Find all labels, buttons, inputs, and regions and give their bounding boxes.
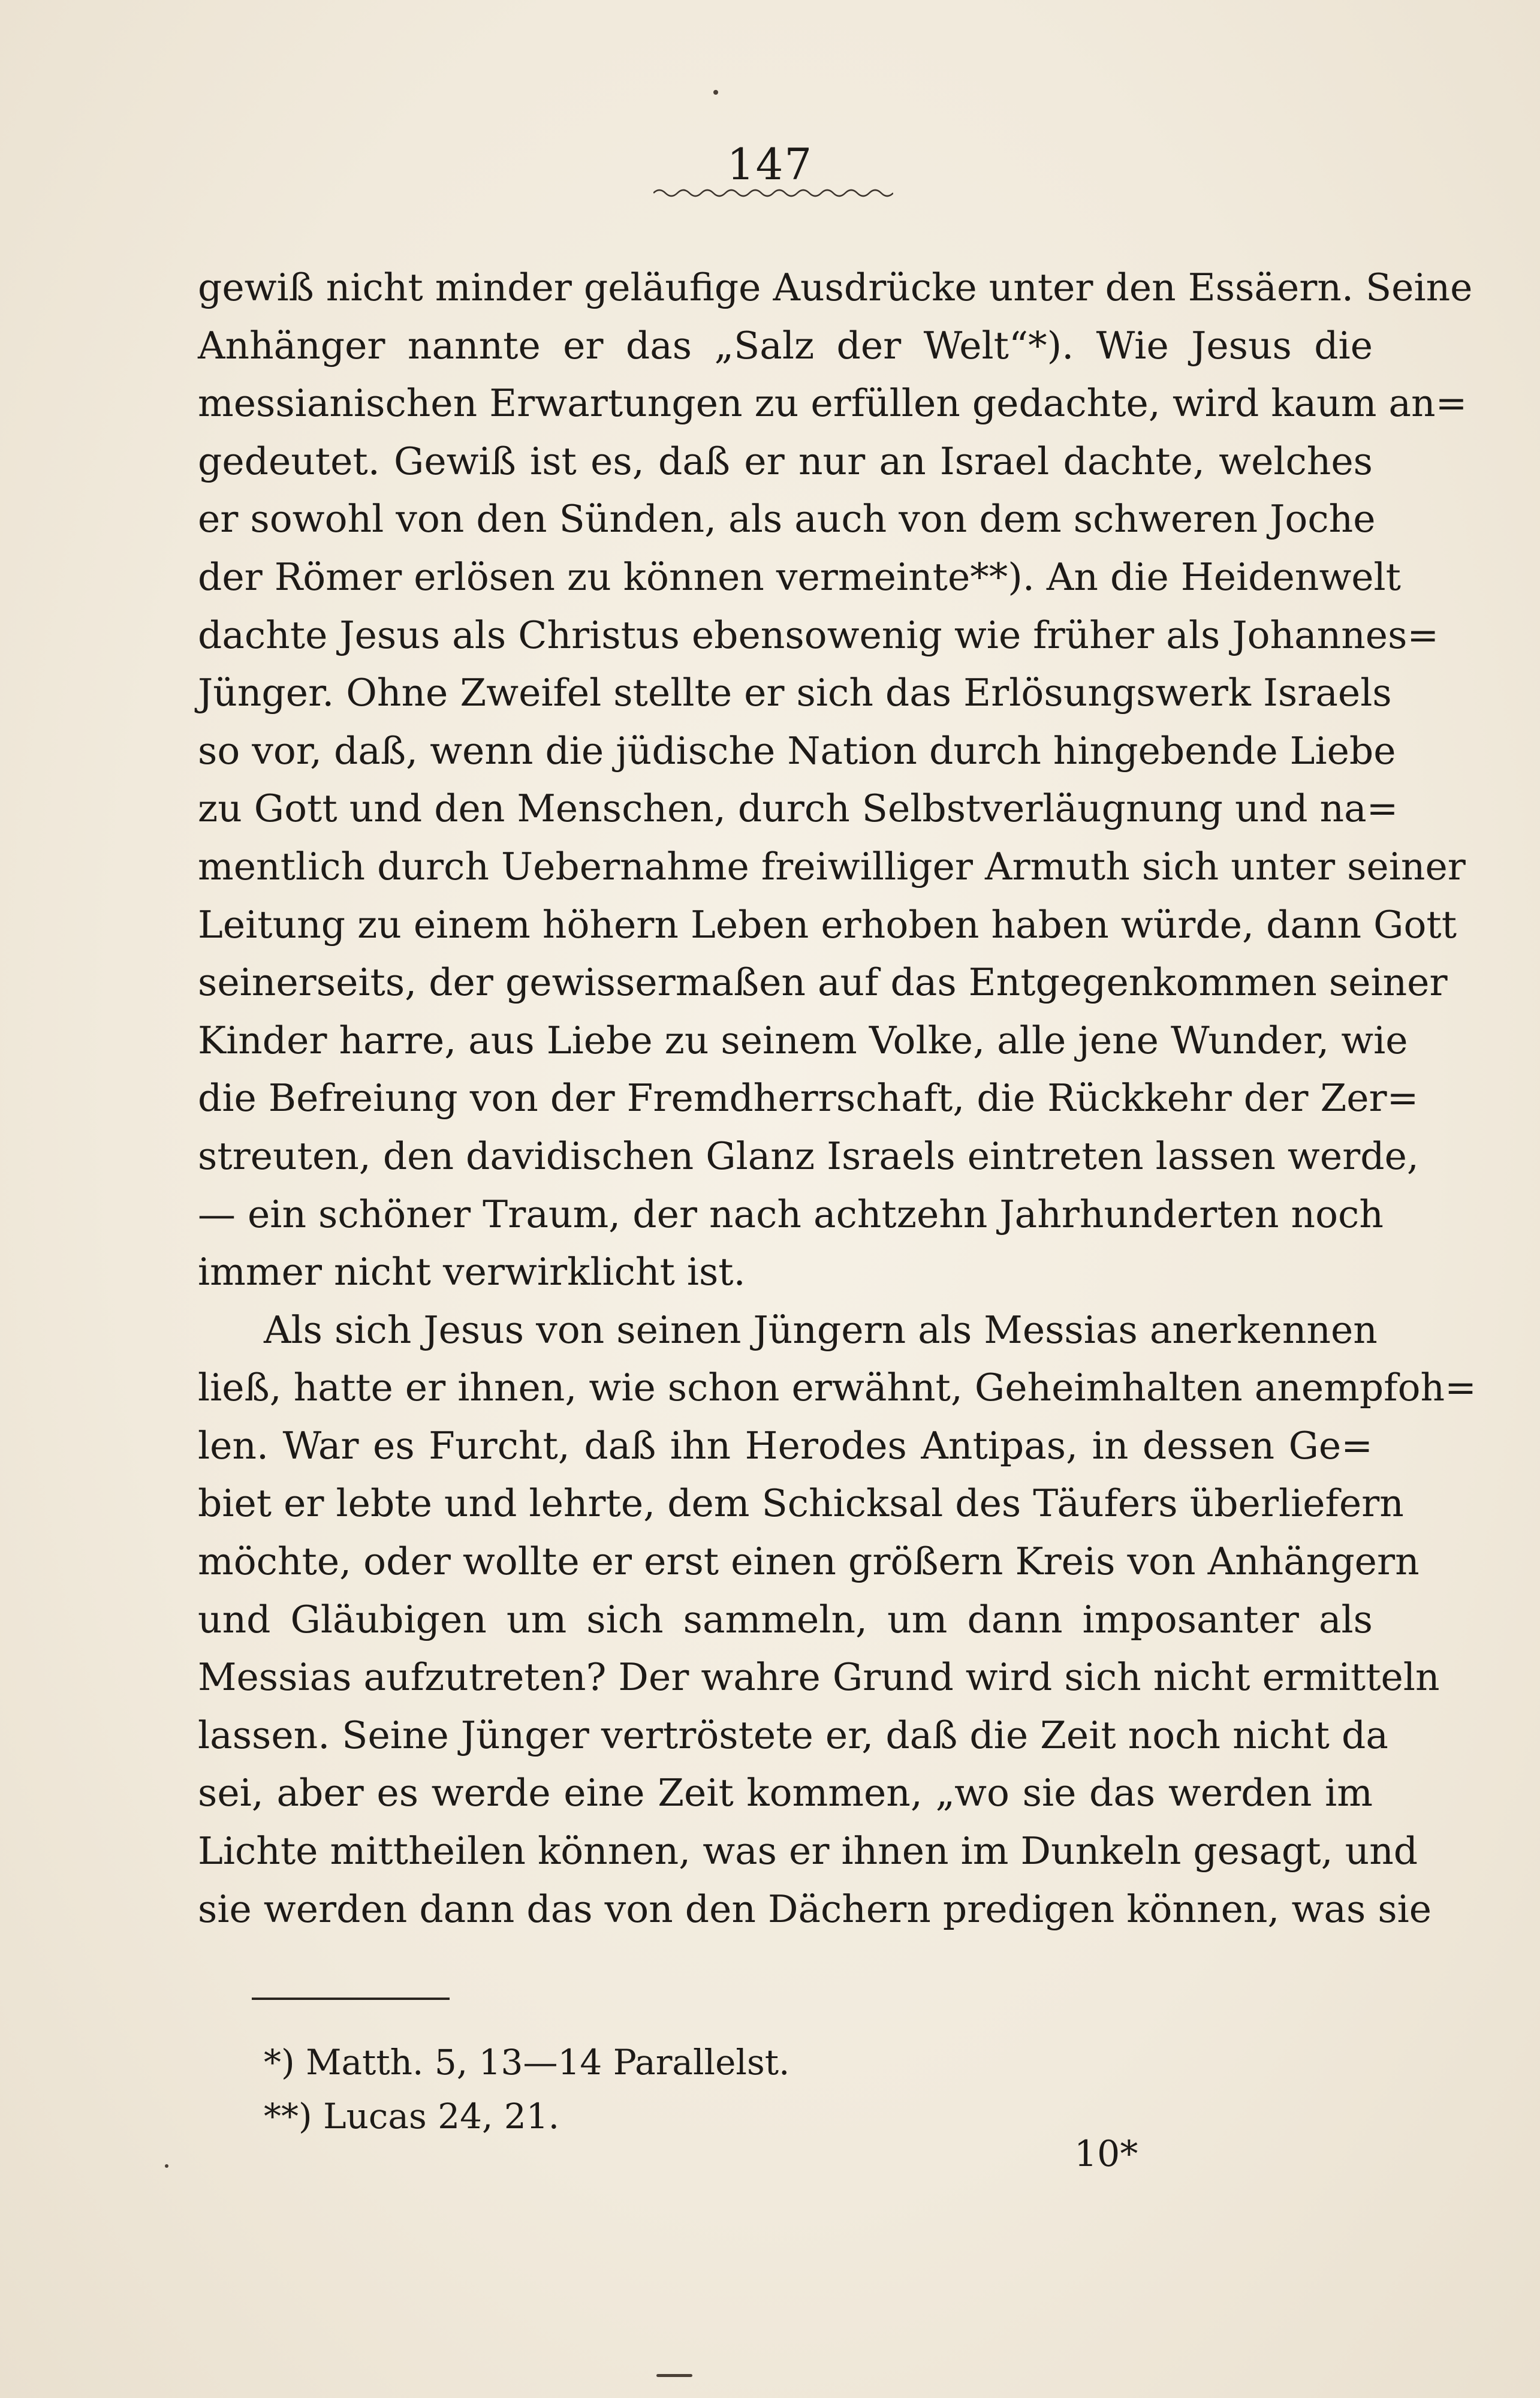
text-line: sei, aber es werde eine Zeit kommen, „wo sie das werden im [198, 1771, 1373, 1815]
text-line: Jünger. Ohne Zweifel stellte er sich das Erlösungswerk Israels [198, 671, 1392, 715]
text-line: möchte, oder wollte er erst einen größern Kreis von Anhängern [198, 1540, 1420, 1584]
text-line: er sowohl von den Sünden, als auch von dem schweren Joche [198, 497, 1376, 541]
text-line: Leitung zu einem höhern Leben erhoben haben würde, dann Gott [198, 902, 1457, 947]
text-line: und Gläubigen um sich sammeln, um dann imposanter als [198, 1597, 1373, 1641]
text-line: seinerseits, der gewissermaßen auf das Entgegenkommen seiner [198, 960, 1448, 1005]
footnote-divider [252, 1998, 450, 2000]
signature-mark: 10* [1074, 2133, 1138, 2175]
text-line: Lichte mittheilen können, was er ihnen im Dunkeln gesagt, und [198, 1829, 1418, 1873]
text-line: Anhänger nannte er das „Salz der Welt“*). Wie Jesus die [198, 323, 1373, 367]
text-line: die Befreiung von der Fremdherrschaft, die Rückkehr der Zer= [198, 1076, 1419, 1120]
footnote: *) Matth. 5, 13—14 Parallelst. [264, 2042, 790, 2083]
paper-speck [165, 2164, 168, 2168]
footnotes [264, 2035, 1103, 2143]
text-line: gewiß nicht minder geläufige Ausdrücke unter den Essäern. Seine [198, 266, 1473, 309]
footnote: **) Lucas 24, 21. [264, 2096, 560, 2137]
text-line: so vor, daß, wenn die jüdische Nation durch hingebende Liebe [198, 728, 1396, 773]
text-line: gedeutet. Gewiß ist es, daß er nur an Israel dachte, welches [198, 439, 1373, 483]
text-line: immer nicht verwirklicht ist. [198, 1250, 746, 1294]
text-line: — ein schöner Traum, der nach achtzehn Jahrhunderten noch [198, 1192, 1384, 1236]
text-line: Messias aufzutreten? Der wahre Grund wird sich nicht ermitteln [198, 1655, 1440, 1700]
text-line: der Römer erlösen zu können vermeinte**). An die Heidenwelt [198, 555, 1401, 599]
page-number: 147 [727, 139, 813, 189]
text-line: messianischen Erwartungen zu erfüllen gedachte, wird kaum an= [198, 381, 1467, 426]
text-line: zu Gott und den Menschen, durch Selbstverläugnung und na= [198, 787, 1399, 831]
text-line: Kinder harre, aus Liebe zu seinem Volke, alle jene Wunder, wie [198, 1018, 1408, 1062]
text-line: lassen. Seine Jünger vertröstete er, daß die Zeit noch nicht da [198, 1713, 1388, 1757]
text-line: mentlich durch Uebernahme freiwilliger Armuth sich unter seiner [198, 844, 1466, 888]
body-text [198, 259, 1476, 1938]
text-line: dachte Jesus als Christus ebensowenig wie früher als Johannes= [198, 613, 1439, 657]
text-line: Als sich Jesus von seinen Jüngern als Messias anerkennen [264, 1308, 1378, 1352]
text-line: streuten, den davidischen Glanz Israels eintreten lassen werde, [198, 1134, 1419, 1178]
paper-speck [656, 2374, 692, 2377]
text-line: ließ, hatte er ihnen, wie schon erwähnt, Geheimhalten anempfoh= [198, 1366, 1476, 1410]
text-line: sie werden dann das von den Dächern predigen können, was sie [198, 1887, 1432, 1931]
paper-speck [713, 90, 718, 95]
text-line: len. War es Furcht, daß ihn Herodes Antipas, in dessen Ge= [198, 1423, 1373, 1468]
text-line: biet er lebte und lehrte, dem Schicksal des Täufers überliefern [198, 1481, 1404, 1526]
decorative-rule [653, 185, 893, 200]
